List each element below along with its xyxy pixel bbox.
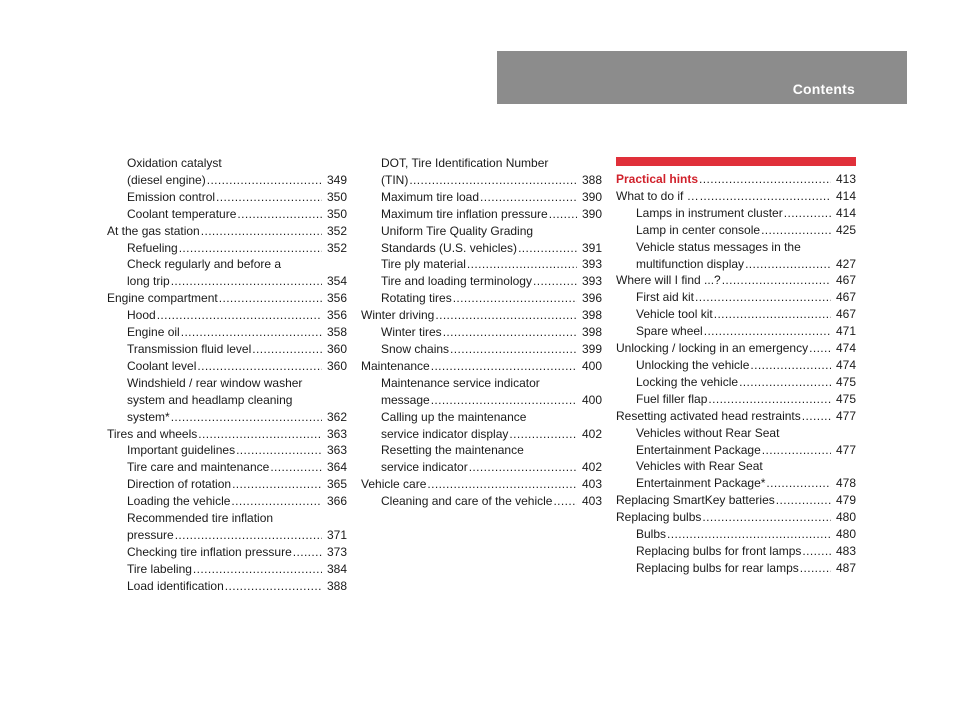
toc-page-number: 350 <box>326 206 347 221</box>
toc-entry-title: At the gas station <box>107 223 200 238</box>
toc-entry[interactable] <box>107 459 347 476</box>
toc-entry-title: Vehicle care <box>361 477 427 492</box>
leader-dots <box>695 289 831 306</box>
leader-dots <box>469 459 577 476</box>
leader-dots <box>252 341 322 358</box>
toc-entry-title: Important guidelines <box>127 443 236 458</box>
leader-dots <box>270 459 322 476</box>
leader-dots <box>776 492 831 509</box>
toc-page-number: 349 <box>326 172 347 187</box>
toc-entry-title: First aid kit <box>636 290 695 305</box>
toc-entry-title: Winter tires <box>381 325 442 340</box>
toc-entry-title: system* <box>127 409 170 424</box>
toc-page-number: 467 <box>835 307 856 322</box>
toc-entry-title: Spare wheel <box>636 324 703 339</box>
leader-dots <box>784 205 831 222</box>
toc-entry-title: DOT, Tire Identification Number <box>381 156 549 170</box>
toc-entry[interactable] <box>616 425 856 459</box>
toc-page-number: 400 <box>581 358 602 373</box>
toc-entry-title: Snow chains <box>381 341 450 356</box>
leader-dots <box>699 171 831 188</box>
toc-entry[interactable] <box>107 307 347 324</box>
toc-entry-title: Practical hints <box>616 172 699 186</box>
toc-page-number: 414 <box>835 205 856 220</box>
leader-dots <box>435 307 577 324</box>
toc-entry[interactable] <box>107 189 347 206</box>
toc-page-number: 393 <box>581 274 602 289</box>
toc-entry[interactable] <box>361 256 602 273</box>
toc-page-number: 403 <box>581 494 602 509</box>
toc-entry[interactable] <box>107 290 347 307</box>
toc-page-number: 402 <box>581 460 602 475</box>
leader-dots <box>739 374 831 391</box>
toc-entry[interactable] <box>107 240 347 257</box>
toc-page-number: 403 <box>581 477 602 492</box>
toc-entry[interactable] <box>107 223 347 240</box>
leader-dots <box>179 240 322 257</box>
toc-entry[interactable] <box>616 458 856 492</box>
toc-page-number: 362 <box>326 409 347 424</box>
toc-entry-title: message <box>381 392 430 407</box>
toc-entry[interactable] <box>616 509 856 526</box>
toc-entry-title: Lamps in instrument cluster <box>636 205 783 220</box>
toc-page-number: 413 <box>835 172 856 186</box>
leader-dots <box>171 273 322 290</box>
toc-entry-title: Check regularly and before a <box>127 257 282 272</box>
toc-entry[interactable] <box>616 340 856 357</box>
toc-entry[interactable] <box>361 375 602 409</box>
leader-dots <box>750 357 831 374</box>
toc-entry-title: Coolant level <box>127 358 197 373</box>
toc-entry[interactable] <box>361 442 602 476</box>
leader-dots <box>293 544 322 561</box>
leader-dots <box>802 543 831 560</box>
toc-entry[interactable] <box>107 324 347 341</box>
toc-entry[interactable] <box>616 391 856 408</box>
toc-entry-title: Calling up the maintenance <box>381 409 527 424</box>
toc-entry-title: Locking the vehicle <box>636 374 739 389</box>
leader-dots <box>409 172 577 189</box>
toc-entry-title: Replacing bulbs for rear lamps <box>636 560 799 575</box>
toc-entry-title: Entertainment Package* <box>636 476 766 491</box>
toc-page-number: 427 <box>835 256 856 271</box>
leader-dots <box>533 273 577 290</box>
toc-entry[interactable] <box>361 290 602 307</box>
page-title: Contents <box>792 81 855 97</box>
leader-dots <box>766 475 831 492</box>
toc-entry[interactable] <box>107 155 347 189</box>
toc-page-number: 414 <box>835 188 856 203</box>
toc-entry[interactable] <box>361 307 602 324</box>
toc-entry[interactable] <box>107 256 347 290</box>
toc-entry[interactable] <box>616 560 856 577</box>
toc-entry[interactable] <box>107 426 347 443</box>
toc-page-number: 366 <box>326 494 347 509</box>
toc-page-number: 398 <box>581 308 602 323</box>
toc-page-number: 483 <box>835 543 856 558</box>
toc-entry-title: Uniform Tire Quality Grading <box>381 223 534 238</box>
leader-dots <box>197 358 322 375</box>
toc-page-number: 365 <box>326 477 347 492</box>
toc-page-number: 474 <box>835 357 856 372</box>
toc-entry[interactable] <box>107 493 347 510</box>
leader-dots <box>225 578 322 595</box>
toc-entry[interactable] <box>107 510 347 544</box>
leader-dots <box>704 323 831 340</box>
toc-page-number: 399 <box>581 341 602 356</box>
toc-entry[interactable] <box>616 205 856 222</box>
toc-entry-title: Rotating tires <box>381 291 452 306</box>
toc-entry-title: Refueling <box>127 240 178 255</box>
leader-dots <box>700 188 831 205</box>
toc-page-number: 364 <box>326 460 347 475</box>
toc-entry-title: Unlocking the vehicle <box>636 357 750 372</box>
toc-entry-title: Tire and loading terminology <box>381 274 532 289</box>
toc-entry[interactable] <box>107 341 347 358</box>
toc-entry-title: Maintenance <box>361 358 430 373</box>
toc-page-number: 467 <box>835 273 856 288</box>
toc-entry[interactable] <box>107 442 347 459</box>
toc-page-number: 360 <box>326 358 347 373</box>
toc-entry[interactable] <box>107 578 347 595</box>
toc-page-number: 352 <box>326 240 347 255</box>
toc-entry[interactable] <box>616 188 856 205</box>
leader-dots <box>800 560 831 577</box>
leader-dots <box>667 526 831 543</box>
leader-dots <box>480 189 577 206</box>
toc-column-2 <box>361 155 602 510</box>
leader-dots <box>553 493 577 510</box>
leader-dots <box>714 306 831 323</box>
toc-entry[interactable] <box>616 171 856 188</box>
leader-dots <box>802 408 831 425</box>
toc-entry-title: Bulbs <box>636 527 667 542</box>
leader-dots <box>157 307 322 324</box>
toc-entry-title: Vehicles without Rear Seat <box>636 425 780 440</box>
leader-dots <box>450 341 577 358</box>
toc-entry-title: Winter driving <box>361 308 435 323</box>
toc-entry[interactable] <box>361 273 602 290</box>
toc-entry[interactable] <box>107 358 347 375</box>
toc-page-number: 467 <box>835 290 856 305</box>
leader-dots <box>702 509 831 526</box>
toc-entry-title: Tires and wheels <box>107 426 198 441</box>
leader-dots <box>809 340 831 357</box>
leader-dots <box>181 324 322 341</box>
toc-entry-title: Entertainment Package <box>636 442 761 457</box>
toc-entry-title: Vehicle status messages in the <box>636 239 801 254</box>
leader-dots <box>708 391 831 408</box>
toc-page-number: 354 <box>326 274 347 289</box>
toc-page-number: 371 <box>326 527 347 542</box>
toc-entry-title: service indicator <box>381 460 468 475</box>
toc-page-number: 425 <box>835 222 856 237</box>
toc-entry[interactable] <box>361 493 602 510</box>
toc-page-number: 384 <box>326 561 347 576</box>
toc-entry-title: Tire labeling <box>127 561 192 576</box>
toc-page-number: 358 <box>326 325 347 340</box>
leader-dots <box>518 240 577 257</box>
toc-entry-title: Tire care and maintenance <box>127 460 270 475</box>
leader-dots <box>453 290 577 307</box>
toc-page-number: 352 <box>326 223 347 238</box>
toc-page-number: 477 <box>835 408 856 423</box>
toc-entry-title: Lamp in center console <box>636 222 761 237</box>
toc-entry[interactable] <box>107 476 347 493</box>
toc-entry-title: Replacing bulbs for front lamps <box>636 543 802 558</box>
leader-dots <box>467 256 577 273</box>
toc-entry-title: Vehicles with Rear Seat <box>636 459 763 474</box>
toc-entry[interactable] <box>616 374 856 391</box>
toc-entry-title: Recommended tire inflation <box>127 511 274 526</box>
toc-page-number: 363 <box>326 426 347 441</box>
leader-dots <box>443 324 577 341</box>
toc-entry-title: Hood <box>127 308 156 323</box>
toc-entry-title: Maintenance service indicator <box>381 375 540 390</box>
toc-page-number: 478 <box>835 476 856 491</box>
toc-entry-title: Windshield / rear window washer <box>127 375 303 390</box>
toc-entry-title: Replacing bulbs <box>616 510 702 525</box>
toc-entry[interactable] <box>616 408 856 425</box>
toc-page-number: 475 <box>835 374 856 389</box>
toc-entry[interactable] <box>616 323 856 340</box>
leader-dots <box>761 222 831 239</box>
toc-entry-title: pressure <box>127 527 174 542</box>
toc-entry-title: Cleaning and care of the vehicle <box>381 494 553 509</box>
toc-page-number: 398 <box>581 325 602 340</box>
leader-dots <box>216 189 322 206</box>
leader-dots <box>207 172 322 189</box>
toc-page-number: 391 <box>581 240 602 255</box>
toc-entry-title: Oxidation catalyst <box>127 156 222 170</box>
toc-page-number: 360 <box>326 341 347 356</box>
toc-entry-title: Checking tire inflation pressure <box>127 544 292 559</box>
toc-entry-title: Load identification <box>127 578 224 593</box>
toc-entry-title: Vehicle tool kit <box>636 307 713 322</box>
toc-page-number: 480 <box>835 510 856 525</box>
toc-entry[interactable] <box>361 324 602 341</box>
toc-entry[interactable] <box>616 239 856 273</box>
toc-entry[interactable] <box>361 476 602 493</box>
toc-entry[interactable] <box>616 272 856 289</box>
toc-entry-title: Resetting activated head restraints <box>616 408 801 423</box>
leader-dots <box>722 272 831 289</box>
toc-entry-title: What to do if … <box>616 188 699 203</box>
toc-page-number: 487 <box>835 560 856 575</box>
toc-page-number: 480 <box>835 527 856 542</box>
toc-entry-title: Direction of rotation <box>127 477 232 492</box>
toc-page-number: 474 <box>835 341 856 356</box>
toc-page-number: 390 <box>581 206 602 221</box>
toc-page-number: 479 <box>835 493 856 508</box>
toc-entry[interactable] <box>616 492 856 509</box>
toc-entry-title: Where will I find ...? <box>616 273 721 288</box>
leader-dots <box>232 476 322 493</box>
toc-entry-title: service indicator display <box>381 426 509 441</box>
toc-entry[interactable] <box>616 357 856 374</box>
toc-page-number: 402 <box>581 426 602 441</box>
leader-dots <box>237 206 322 223</box>
toc-page-number: 388 <box>326 578 347 593</box>
toc-entry[interactable] <box>361 223 602 257</box>
toc-entry-title: (diesel engine) <box>127 172 206 187</box>
toc-entry-title: Loading the vehicle <box>127 494 231 509</box>
leader-dots <box>762 442 831 459</box>
toc-entry[interactable] <box>616 289 856 306</box>
toc-entry-title: Coolant temperature <box>127 206 237 221</box>
leader-dots <box>193 561 322 578</box>
toc-column-1 <box>107 155 347 595</box>
toc-entry-title: Transmission fluid level <box>127 341 252 356</box>
toc-entry-title: Maximum tire inflation pressure <box>381 206 548 221</box>
leader-dots <box>201 223 322 240</box>
toc-entry[interactable] <box>107 561 347 578</box>
toc-page-number: 396 <box>581 291 602 306</box>
toc-page-number: 356 <box>326 308 347 323</box>
leader-dots <box>431 392 577 409</box>
toc-entry-title: Fuel filler flap <box>636 391 708 406</box>
toc-entry-title: Engine compartment <box>107 291 218 306</box>
toc-page-number: 390 <box>581 189 602 204</box>
toc-entry[interactable] <box>107 375 347 426</box>
leader-dots <box>198 426 322 443</box>
toc-entry-title: Unlocking / locking in an emergency <box>616 341 809 356</box>
leader-dots <box>549 206 577 223</box>
toc-page-number: 356 <box>326 291 347 306</box>
section-marker-bar <box>616 157 856 166</box>
toc-page-number: 471 <box>835 324 856 339</box>
toc-entry-title: system and headlamp cleaning <box>127 392 293 407</box>
toc-entry-title: Emission control <box>127 189 216 204</box>
toc-page-number: 475 <box>835 391 856 406</box>
toc-entry[interactable] <box>616 306 856 323</box>
header-bar <box>497 51 907 104</box>
toc-page-number: 477 <box>835 442 856 457</box>
leader-dots <box>745 256 831 273</box>
toc-entry-title: Maximum tire load <box>381 189 480 204</box>
toc-entry[interactable] <box>616 526 856 543</box>
toc-page-number: 350 <box>326 189 347 204</box>
toc-entry-title: Tire ply material <box>381 257 466 272</box>
toc-entry[interactable] <box>361 189 602 206</box>
toc-entry[interactable] <box>361 155 602 189</box>
toc-entry[interactable] <box>107 206 347 223</box>
toc-page-number: 363 <box>326 443 347 458</box>
toc-entry[interactable] <box>107 544 347 561</box>
toc-entry-title: Engine oil <box>127 325 180 340</box>
leader-dots <box>171 409 322 426</box>
leader-dots <box>431 358 577 375</box>
toc-entry[interactable] <box>616 543 856 560</box>
toc-entry[interactable] <box>616 222 856 239</box>
toc-page-number: 373 <box>326 544 347 559</box>
leader-dots <box>231 493 322 510</box>
toc-entry-title: Replacing SmartKey batteries <box>616 493 775 508</box>
leader-dots <box>236 442 322 459</box>
toc-entry[interactable] <box>361 358 602 375</box>
toc-entry[interactable] <box>361 206 602 223</box>
leader-dots <box>175 527 322 544</box>
toc-page-number: 388 <box>581 172 602 187</box>
toc-page-number: 400 <box>581 392 602 407</box>
toc-entry-title: long trip <box>127 274 170 289</box>
toc-entry[interactable] <box>361 341 602 358</box>
toc-column-3 <box>616 157 856 577</box>
toc-entry-title: Resetting the maintenance <box>381 443 524 458</box>
toc-entry-title: (TIN) <box>381 172 409 187</box>
leader-dots <box>427 476 577 493</box>
toc-entry[interactable] <box>361 409 602 443</box>
toc-entry-title: multifunction display <box>636 256 745 271</box>
toc-page-number: 393 <box>581 257 602 272</box>
leader-dots <box>509 426 577 443</box>
toc-entry-title: Standards (U.S. vehicles) <box>381 240 518 255</box>
leader-dots <box>219 290 322 307</box>
